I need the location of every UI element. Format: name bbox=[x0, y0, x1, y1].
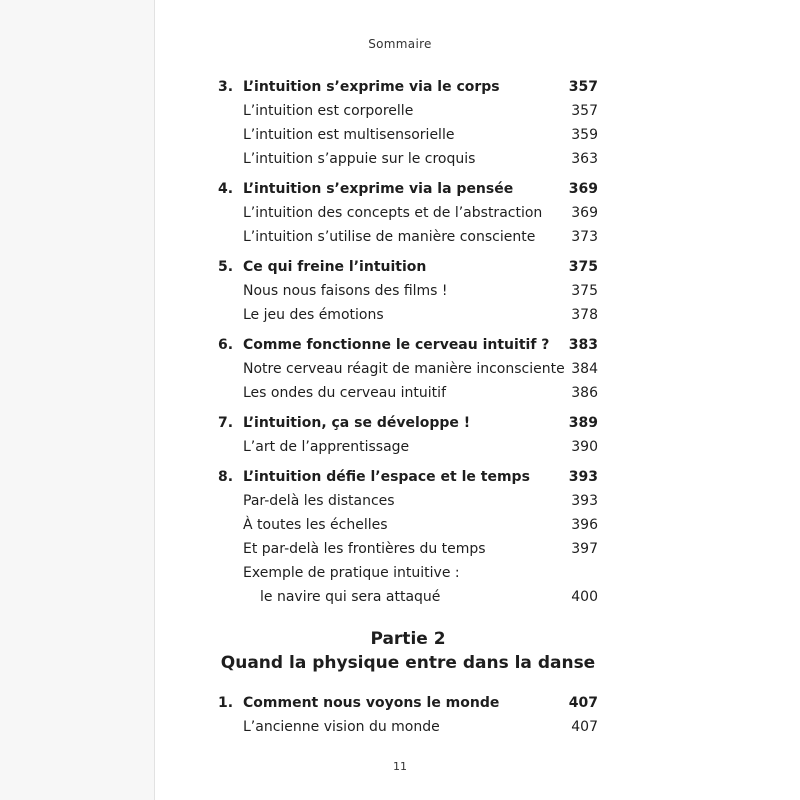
entry-title: L’intuition des concepts et de l’abstraction bbox=[243, 205, 543, 221]
entry-title: Et par-delà les frontières du temps bbox=[243, 541, 486, 557]
chapter-number: 7. bbox=[218, 415, 234, 431]
chapter-number: 4. bbox=[218, 181, 234, 197]
toc-entry bbox=[218, 303, 598, 327]
toc-page bbox=[155, 0, 800, 800]
entry-page: 363 bbox=[571, 151, 598, 167]
part-title: Quand la physique entre dans la danse bbox=[220, 653, 596, 673]
toc-chapter-row bbox=[218, 177, 598, 201]
chapter-number: 5. bbox=[218, 259, 234, 275]
entry-page: 397 bbox=[571, 541, 598, 557]
entry-page: 373 bbox=[571, 229, 598, 245]
chapter-title: L’intuition, ça se développe ! bbox=[243, 415, 471, 431]
toc-chapter bbox=[218, 411, 598, 459]
toc-chapter-row bbox=[218, 691, 598, 715]
entry-title: Nous nous faisons des films ! bbox=[243, 283, 448, 299]
page-number: 11 bbox=[393, 760, 407, 773]
toc-entry bbox=[218, 225, 598, 249]
toc-chapter bbox=[218, 177, 598, 249]
chapter-page: 393 bbox=[568, 469, 598, 485]
chapter-title: Ce qui freine l’intuition bbox=[243, 259, 427, 275]
running-head: Sommaire bbox=[368, 37, 432, 51]
toc-entry bbox=[218, 123, 598, 147]
toc-chapter bbox=[218, 333, 598, 405]
entry-page: 396 bbox=[571, 517, 598, 533]
toc-entry bbox=[218, 435, 598, 459]
chapter-page: 369 bbox=[568, 181, 598, 197]
entry-page: 393 bbox=[571, 493, 598, 509]
entry-page: 359 bbox=[571, 127, 598, 143]
chapter-title: Comme fonctionne le cerveau intuitif ? bbox=[243, 337, 550, 353]
chapter-title: L’intuition s’exprime via la pensée bbox=[243, 181, 514, 197]
entry-title: L’ancienne vision du monde bbox=[243, 719, 440, 735]
chapter-page: 389 bbox=[568, 415, 598, 431]
toc-entry bbox=[218, 715, 598, 739]
toc-entry bbox=[218, 585, 598, 609]
entry-title: Exemple de pratique intuitive : bbox=[243, 565, 460, 581]
chapter-number: 8. bbox=[218, 469, 234, 485]
entry-page: 375 bbox=[571, 283, 598, 299]
toc-chapter bbox=[218, 465, 598, 609]
toc-chapter-row bbox=[218, 75, 598, 99]
chapter-title: L’intuition s’exprime via le corps bbox=[243, 79, 500, 95]
entry-page: 384 bbox=[571, 361, 598, 377]
part-table-of-contents bbox=[218, 691, 598, 745]
entry-page: 407 bbox=[571, 719, 598, 735]
toc-entry bbox=[218, 513, 598, 537]
toc-entry bbox=[218, 201, 598, 225]
toc-chapter-row bbox=[218, 465, 598, 489]
part-heading bbox=[218, 627, 598, 675]
chapter-page: 375 bbox=[568, 259, 598, 275]
entry-title: L’intuition s’appuie sur le croquis bbox=[243, 151, 476, 167]
entry-title: À toutes les échelles bbox=[243, 517, 388, 533]
chapter-page: 383 bbox=[568, 337, 598, 353]
entry-title: L’intuition est multisensorielle bbox=[243, 127, 455, 143]
chapter-page: 407 bbox=[568, 695, 598, 711]
entry-page: 400 bbox=[571, 589, 598, 605]
chapter-page: 357 bbox=[568, 79, 598, 95]
entry-title: L’intuition s’utilise de manière consciente bbox=[243, 229, 536, 245]
table-of-contents bbox=[218, 75, 598, 615]
entry-page: 378 bbox=[571, 307, 598, 323]
chapter-number: 1. bbox=[218, 695, 234, 711]
chapter-title: L’intuition défie l’espace et le temps bbox=[243, 469, 530, 485]
toc-chapter-row bbox=[218, 333, 598, 357]
chapter-number: 3. bbox=[218, 79, 234, 95]
entry-title: L’art de l’apprentissage bbox=[243, 439, 410, 455]
toc-entry bbox=[218, 357, 598, 381]
toc-chapter bbox=[218, 255, 598, 327]
toc-chapter bbox=[218, 75, 598, 171]
toc-entry bbox=[218, 561, 598, 585]
toc-chapter-row bbox=[218, 255, 598, 279]
entry-title: Les ondes du cerveau intuitif bbox=[243, 385, 446, 401]
book-gutter bbox=[0, 0, 155, 800]
part-label: Partie 2 bbox=[370, 629, 446, 649]
chapter-title: Comment nous voyons le monde bbox=[243, 695, 500, 711]
entry-title: L’intuition est corporelle bbox=[243, 103, 414, 119]
toc-entry bbox=[218, 537, 598, 561]
toc-entry bbox=[218, 99, 598, 123]
toc-chapter bbox=[218, 691, 598, 739]
toc-entry bbox=[218, 147, 598, 171]
entry-title: Notre cerveau réagit de manière inconsciente bbox=[243, 361, 565, 377]
entry-page: 357 bbox=[571, 103, 598, 119]
chapter-number: 6. bbox=[218, 337, 234, 353]
entry-page: 386 bbox=[571, 385, 598, 401]
entry-page: 369 bbox=[571, 205, 598, 221]
toc-entry bbox=[218, 381, 598, 405]
toc-entry bbox=[218, 489, 598, 513]
entry-title: le navire qui sera attaqué bbox=[260, 589, 441, 605]
entry-page: 390 bbox=[571, 439, 598, 455]
entry-title: Par-delà les distances bbox=[243, 493, 395, 509]
entry-title: Le jeu des émotions bbox=[243, 307, 384, 323]
toc-entry bbox=[218, 279, 598, 303]
toc-chapter-row bbox=[218, 411, 598, 435]
